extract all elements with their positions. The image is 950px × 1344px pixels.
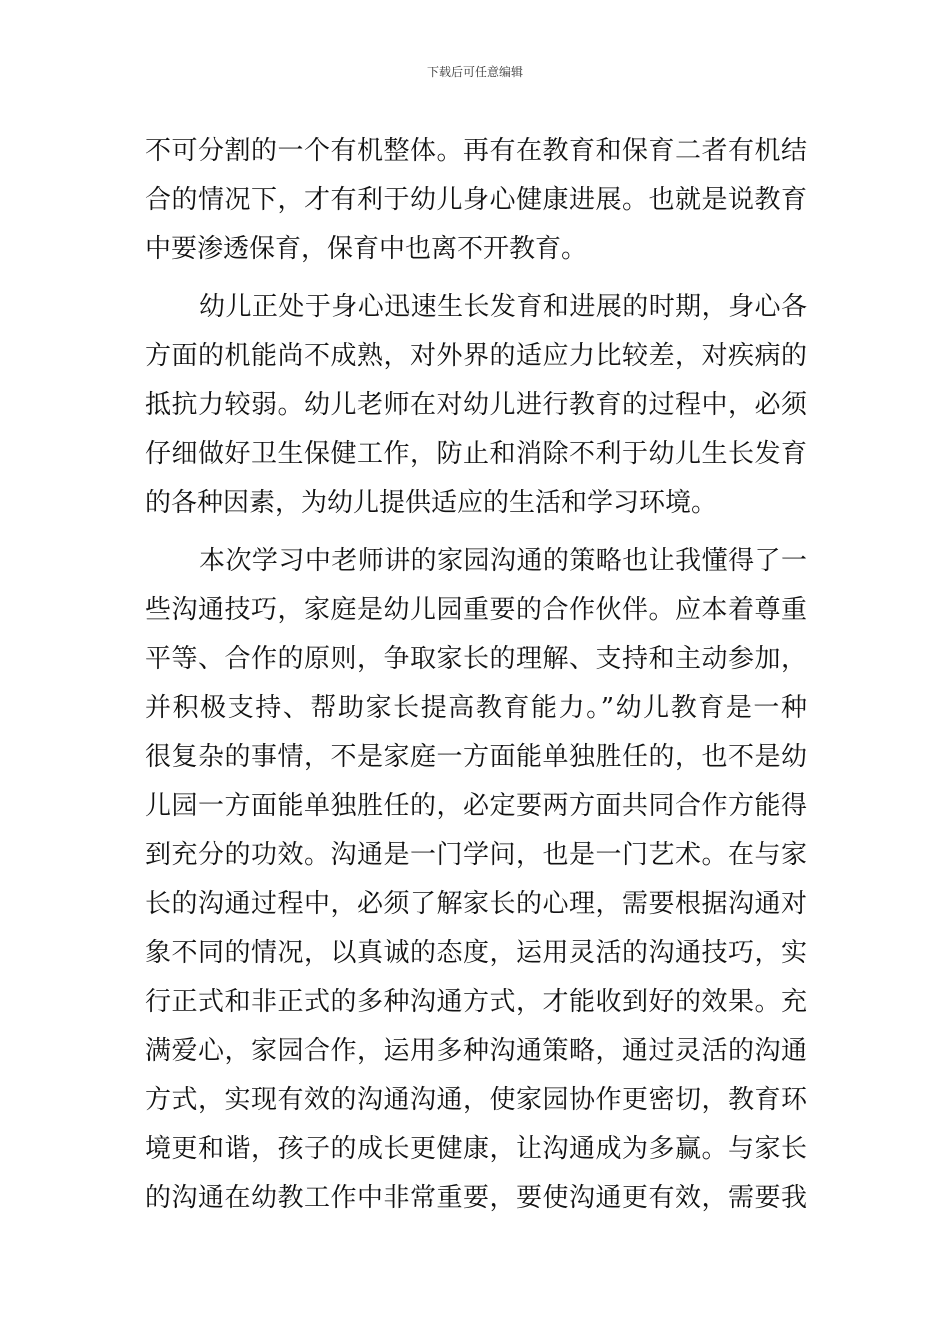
text-line: 方面的机能尚不成熟，对外界的适应力比较差，对疾病的: [145, 341, 807, 371]
text-line: 抵抗力较弱。幼儿老师在对幼儿进行教育的过程中，必须: [145, 390, 807, 420]
text-line: 合的情况下，才有利于幼儿身心健康进展。也就是说教育: [145, 185, 807, 215]
text-line: 儿园一方面能单独胜任的，必定要两方面共同合作方能得: [145, 791, 807, 821]
text-line: 行正式和非正式的多种沟通方式，才能收到好的效果。充: [145, 987, 807, 1017]
text-line: 到充分的功效。沟通是一门学问，也是一门艺术。在与家: [145, 840, 807, 870]
text-line: 满爱心，家园合作，运用多种沟通策略，通过灵活的沟通: [145, 1036, 807, 1066]
text-line: 象不同的情况，以真诚的态度，运用灵活的沟通技巧，实: [145, 938, 807, 968]
text-line: 仔细做好卫生保健工作，防止和消除不利于幼儿生长发育: [145, 439, 807, 469]
page-header: 下载后可任意编辑: [426, 65, 523, 79]
paragraph: [145, 127, 807, 274]
text-line: 长的沟通过程中，必须了解家长的心理，需要根据沟通对: [145, 889, 807, 919]
text-line: 境更和谐，孩子的成长更健康，让沟通成为多赢。与家长: [145, 1134, 807, 1164]
text-line: 的沟通在幼教工作中非常重要，要使沟通更有效，需要我: [145, 1183, 807, 1213]
text-line: 并积极支持、帮助家长提高教育能力。”幼儿教育是一种: [145, 693, 807, 723]
document-body: [145, 127, 807, 1223]
text-line: 不可分割的一个有机整体。再有在教育和保育二者有机结: [145, 136, 807, 166]
text-line: 很复杂的事情，不是家庭一方面能单独胜任的，也不是幼: [145, 742, 807, 772]
paragraph: [145, 537, 807, 1223]
text-line: 中要渗透保育，保育中也离不开教育。: [145, 234, 588, 264]
text-line: 方式，实现有效的沟通沟通，使家园协作更密切，教育环: [145, 1085, 807, 1115]
text-line: 些沟通技巧，家庭是幼儿园重要的合作伙伴。应本着尊重: [145, 595, 807, 625]
text-line: 平等、合作的原则，争取家长的理解、支持和主动参加，: [145, 644, 807, 674]
text-line: 幼儿正处于身心迅速生长发育和进展的时期，身心各: [199, 292, 807, 322]
text-line: 本次学习中老师讲的家园沟通的策略也让我懂得了一: [199, 546, 807, 576]
text-line: 的各种因素，为幼儿提供适应的生活和学习环境。: [145, 488, 718, 518]
paragraph: [145, 283, 807, 528]
